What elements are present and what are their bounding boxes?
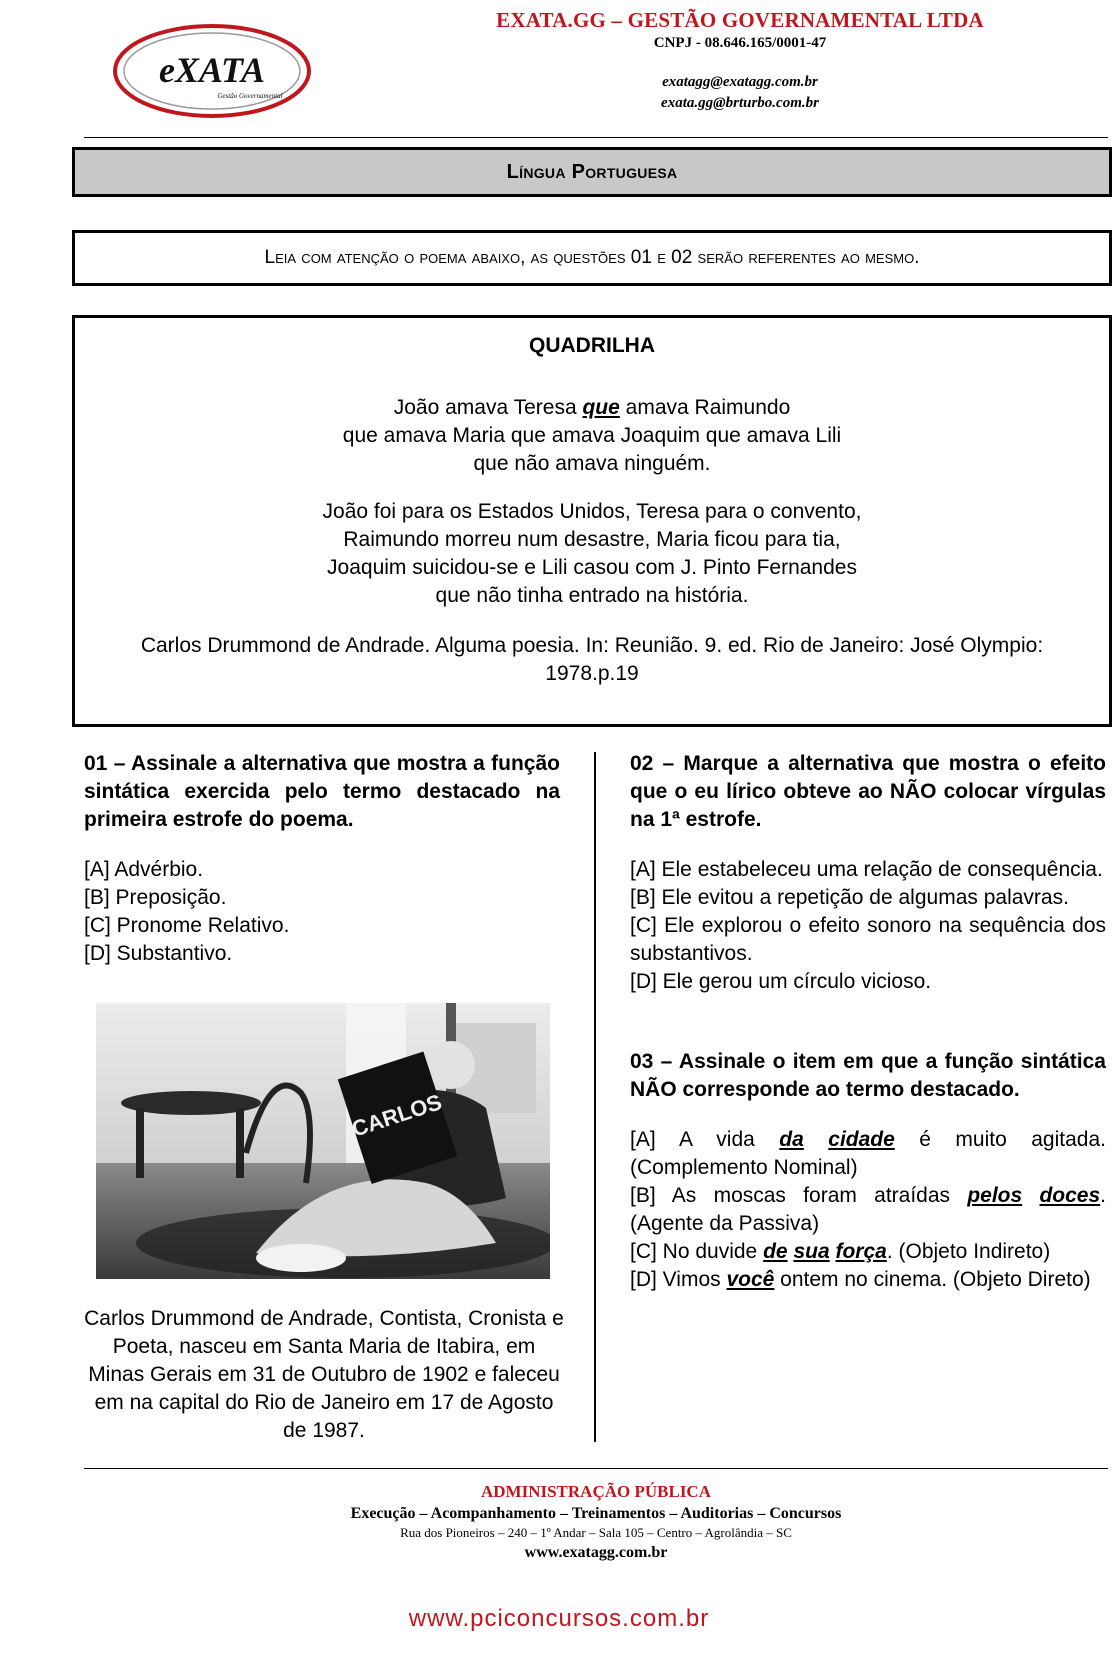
left-column	[84, 750, 560, 968]
photo-caption: Carlos Drummond de Andrade, Contista, Cronista e Poeta, nasceu em Santa Maria de Itabira, em Minas Gerais em 31 de Outubro de 1902 e faleceu em na capital do Rio de Janeiro em 17 de Agosto de 1987.	[84, 1307, 564, 1442]
highlighted-term: força	[835, 1240, 887, 1263]
drummond-photo	[96, 1003, 550, 1279]
question-1-option-b: [B] Preposição.	[84, 886, 227, 909]
option-text: [A] A vida	[630, 1128, 780, 1151]
question-3-option-c	[630, 1238, 1106, 1266]
question-1-option-d: [D] Substantivo.	[84, 942, 233, 965]
question-1-title: 01 – Assinale a alternativa que mostra a função sintática exercida pelo termo destacado na primeira estrofe do poema.	[84, 752, 560, 831]
question-2-title: 02 – Marque a alternativa que mostra o efeito que o eu lírico obteve ao NÃO colocar vírgulas na 1ª estrofe.	[630, 752, 1106, 831]
photo-illustration	[96, 1003, 550, 1279]
option-text	[1022, 1184, 1039, 1207]
logo-text: eXATA	[158, 50, 266, 90]
footer	[84, 1482, 1108, 1562]
question-3-option-d	[630, 1266, 1106, 1294]
company-info	[440, 8, 1040, 52]
highlighted-term: da	[779, 1128, 804, 1151]
pci-link[interactable]: www.pciconcursos.com.br	[408, 1605, 710, 1632]
option-text: [C] No duvide	[630, 1240, 764, 1263]
instruction-box	[72, 230, 1112, 286]
poem-stanza-2	[75, 498, 1109, 610]
poem-line: Raimundo morreu num desastre, Maria ficou para tia,	[343, 528, 841, 551]
option-text: [B] As moscas foram atraídas	[630, 1184, 968, 1207]
question-2-option-c: [C] Ele explorou o efeito sonoro na sequência dos substantivos.	[630, 914, 1106, 965]
question-3-option-a	[630, 1126, 1106, 1182]
highlighted-term: sua	[793, 1240, 830, 1263]
logo-subtext: Gestão Governamental	[217, 92, 283, 100]
subject-title: Língua Portuguesa	[506, 160, 678, 183]
highlighted-term: você	[726, 1268, 775, 1291]
poem-line: Joaquim suicidou-se e Lili casou com J. Pinto Fernandes	[327, 556, 857, 579]
poem-title: QUADRILHA	[529, 334, 655, 357]
poem-citation: Carlos Drummond de Andrade. Alguma poesia. In: Reunião. 9. ed. Rio de Janeiro: José Olympio: 1978.p.19	[140, 634, 1044, 685]
question-3-option-b	[630, 1182, 1106, 1238]
highlighted-term: doces	[1039, 1184, 1101, 1207]
company-emails	[440, 72, 1040, 114]
right-column	[630, 750, 1106, 1294]
company-email-1: exatagg@exatagg.com.br	[662, 74, 818, 90]
option-text: é muito agitada. (Complemento Nominal)	[630, 1128, 1106, 1179]
poem-line	[75, 394, 1109, 422]
footer-admin: ADMINISTRAÇÃO PÚBLICA	[481, 1482, 711, 1501]
highlighted-term: que	[582, 396, 620, 419]
question-1-option-c: [C] Pronome Relativo.	[84, 914, 290, 937]
question-2-options	[630, 856, 1106, 996]
question-2-option-a: [A] Ele estabeleceu uma relação de consequência.	[630, 858, 1103, 881]
poem-line: João foi para os Estados Unidos, Teresa para o convento,	[322, 500, 862, 523]
question-2-option-d: [D] Ele gerou um círculo vicioso.	[630, 970, 932, 993]
option-text: [D] Vimos	[630, 1268, 727, 1291]
highlighted-term: cidade	[828, 1128, 895, 1151]
highlighted-term: de	[763, 1240, 788, 1263]
instruction-text: Leia com atenção o poema abaixo, as questões 01 e 02 serão referentes ao mesmo.	[264, 247, 920, 268]
poem-box	[72, 315, 1112, 727]
question-1-option-a: [A] Advérbio.	[84, 858, 204, 881]
poem-line: que não amava ninguém.	[473, 452, 711, 475]
poem-line-text: amava Raimundo	[619, 396, 791, 419]
question-3-options	[630, 1126, 1106, 1294]
question-1-options	[84, 856, 560, 968]
question-3-title: 03 – Assinale o item em que a função sintática NÃO corresponde ao termo destacado.	[630, 1050, 1106, 1101]
company-email-2: exata.gg@brturbo.com.br	[661, 95, 819, 111]
footer-divider	[84, 1468, 1108, 1469]
option-text	[804, 1128, 828, 1151]
poem-stanza-1	[75, 394, 1109, 478]
poem-line-text: João amava Teresa	[393, 396, 583, 419]
poem-line: que não tinha entrado na história.	[435, 584, 749, 607]
book-cover-text: CARLOS	[348, 1089, 445, 1142]
subject-banner	[72, 147, 1112, 197]
question-2-option-b: [B] Ele evitou a repetição de algumas palavras.	[630, 886, 1069, 909]
poem-line: que amava Maria que amava Joaquim que amava Lili	[342, 424, 842, 447]
company-name: EXATA.GG – GESTÃO GOVERNAMENTAL LTDA	[496, 8, 984, 32]
highlighted-term: pelos	[967, 1184, 1023, 1207]
column-separator	[594, 752, 596, 1442]
footer-website: www.exatagg.com.br	[524, 1544, 668, 1561]
option-text: . (Objeto Indireto)	[886, 1240, 1051, 1263]
footer-services: Execução – Acompanhamento – Treinamentos – Auditorias – Concursos	[350, 1505, 842, 1522]
logo-graphic	[112, 22, 312, 120]
option-text: . (Agente da Passiva)	[630, 1184, 1106, 1235]
footer-address: Rua dos Pioneiros – 240 – 1º Andar – Sala 105 – Centro – Agrolândia – SC	[400, 1525, 792, 1540]
option-text: ontem no cinema. (Objeto Direto)	[774, 1268, 1091, 1291]
company-cnpj: CNPJ - 08.646.165/0001-47	[653, 35, 827, 51]
header-divider	[84, 137, 1108, 138]
company-logo	[112, 22, 312, 120]
